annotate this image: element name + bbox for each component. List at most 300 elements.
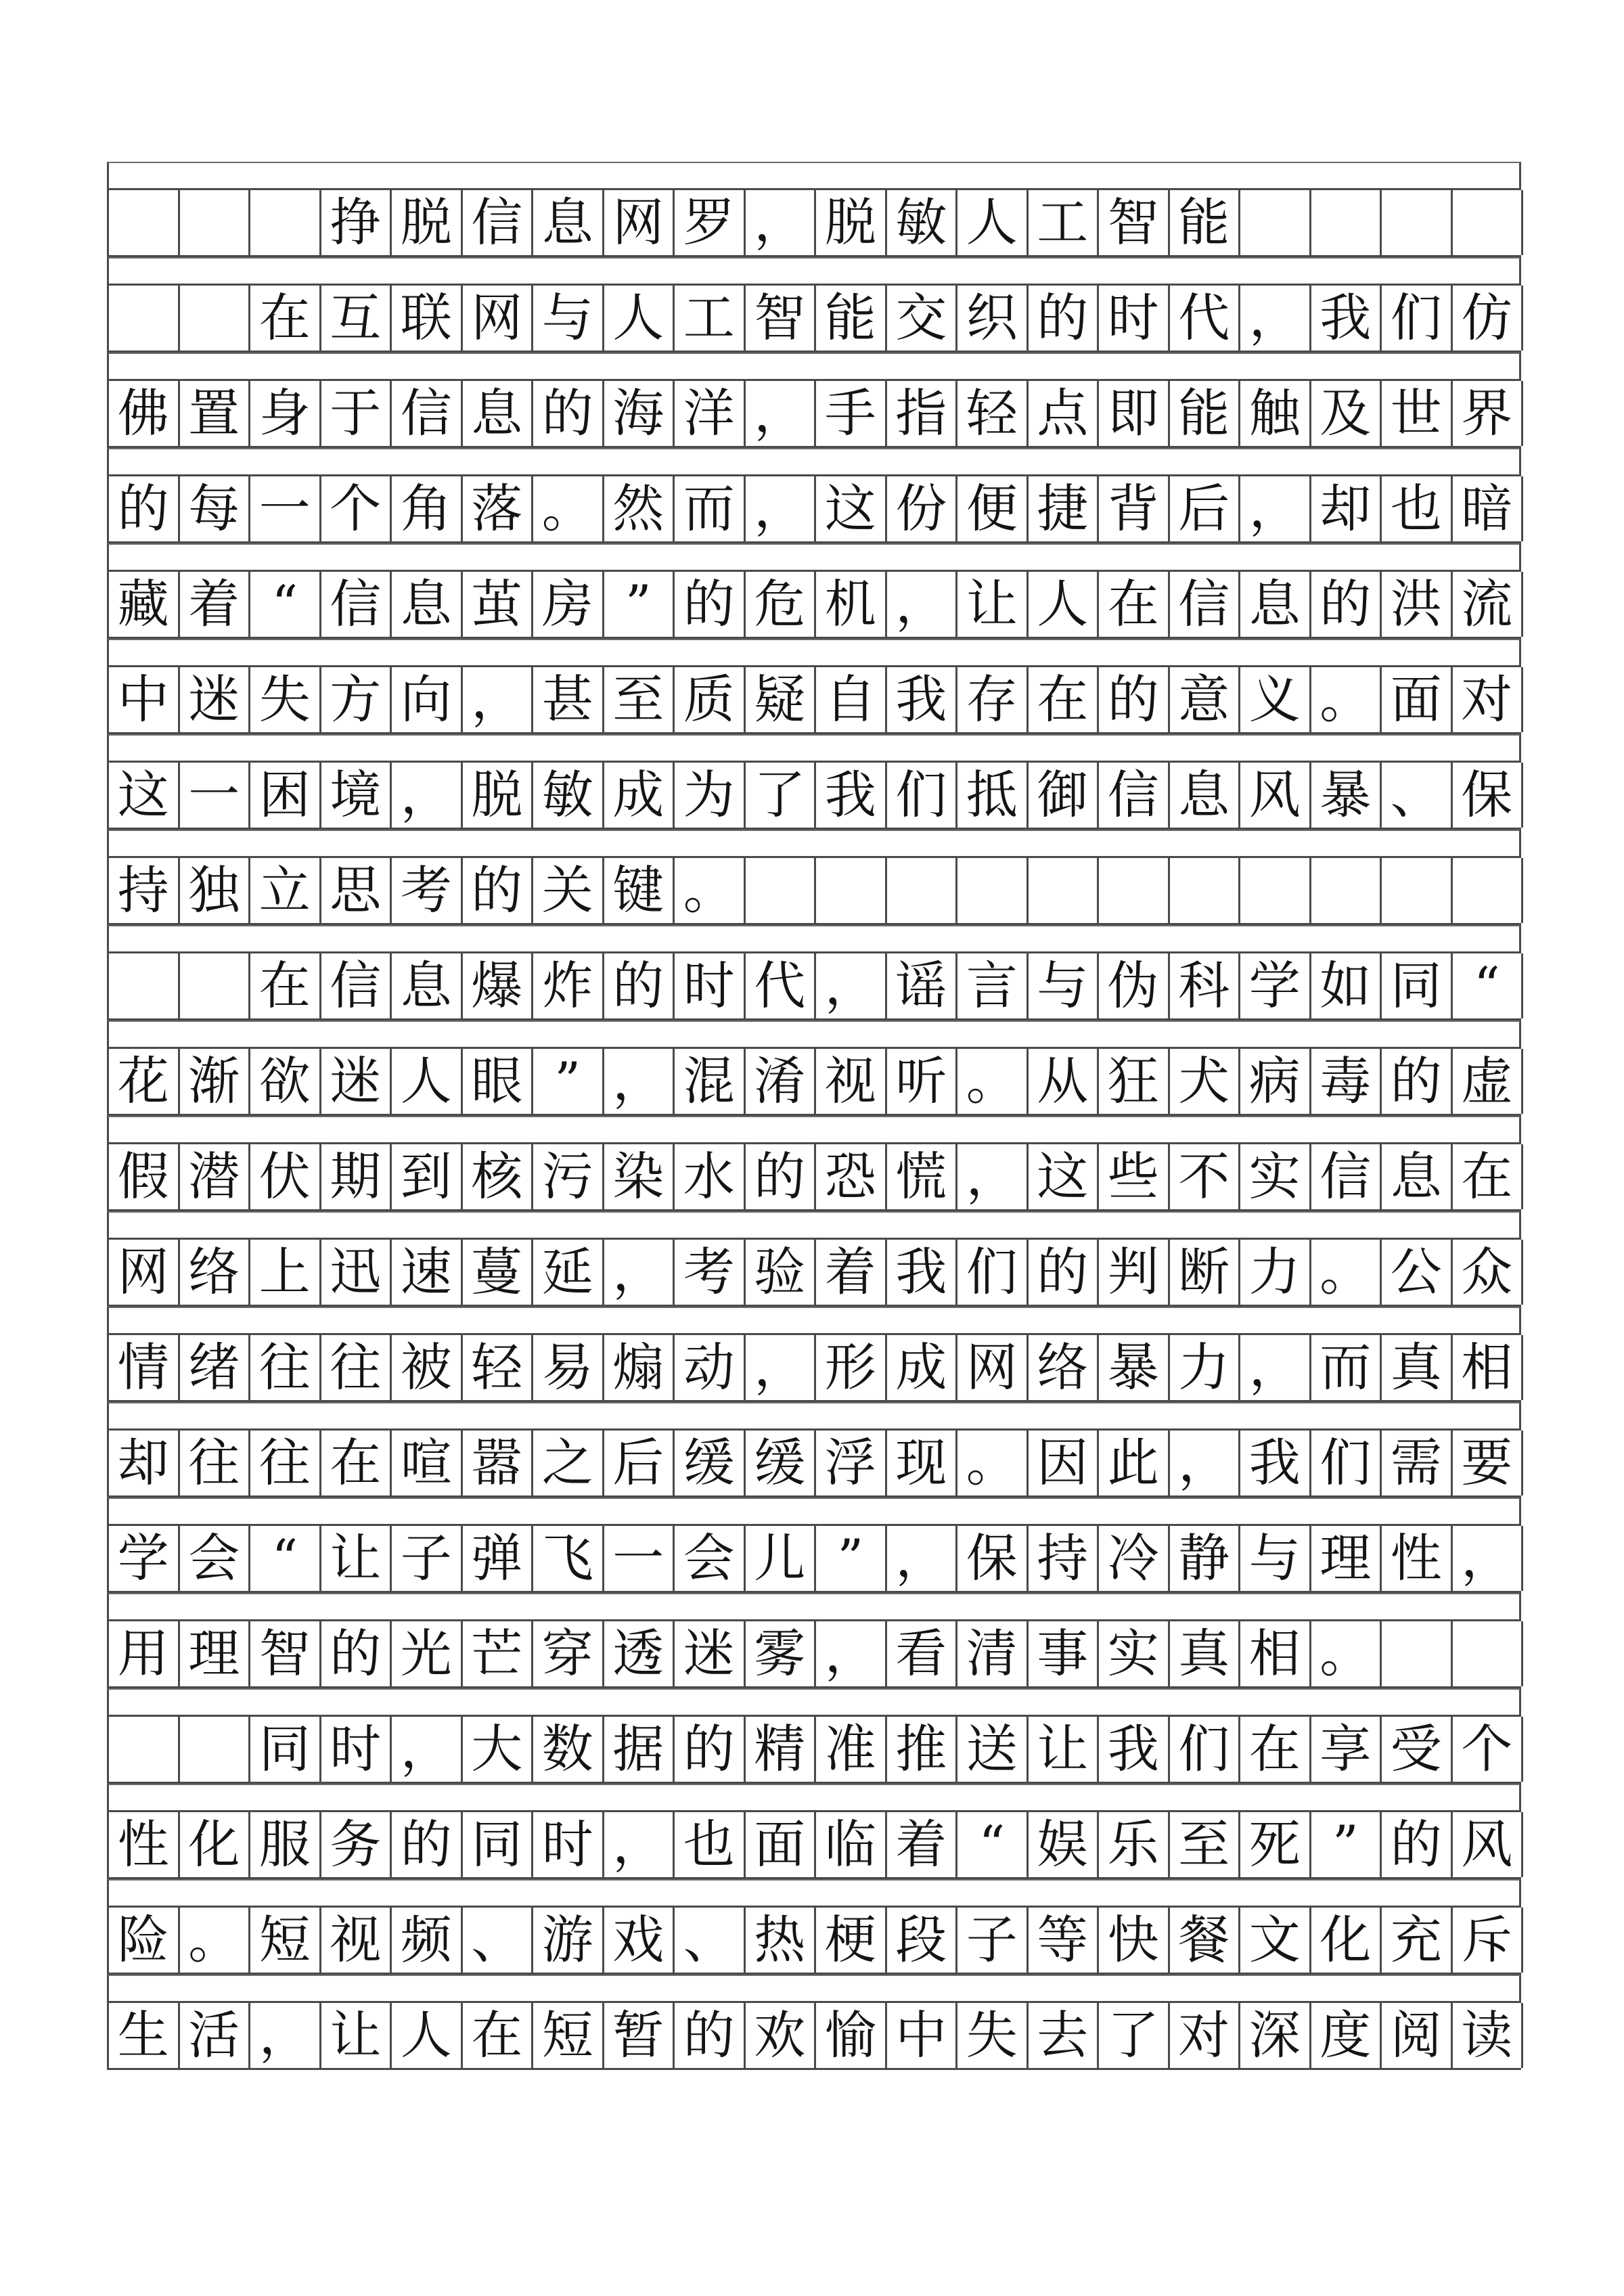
grid-cell: 毒 [1311, 1049, 1382, 1114]
grid-cell: 乐 [1099, 1812, 1170, 1877]
grid-cell: 了 [1099, 2003, 1170, 2068]
grid-cell: 后 [604, 1431, 675, 1495]
grid-cell: 暴 [1311, 763, 1382, 828]
grid-cell: 御 [1029, 763, 1100, 828]
grid-cell: 疑 [746, 667, 817, 732]
grid-cell: 暴 [1099, 1335, 1170, 1400]
grid-cell: 水 [675, 1144, 746, 1209]
grid-cell: 茧 [463, 572, 534, 637]
grid-cell: “ [1453, 953, 1524, 1018]
grid-cell: 人 [392, 1049, 463, 1114]
grid-cell: 伏 [250, 1144, 321, 1209]
grid-cell: 斥 [1453, 1908, 1524, 1973]
grid-cell: 险 [109, 1908, 180, 1973]
grid-cell: 穿 [533, 1621, 604, 1686]
grid-cell: 时 [533, 1812, 604, 1877]
grid-cell: 梗 [816, 1908, 887, 1973]
grid-cell: 背 [1099, 476, 1170, 541]
grid-cell: 暂 [604, 2003, 675, 2068]
grid-cell: 往 [250, 1431, 321, 1495]
grid-cell [746, 858, 817, 923]
grid-cell: 能 [816, 286, 887, 351]
grid-cell: 不 [1170, 1144, 1241, 1209]
grid-cell: 事 [1029, 1621, 1100, 1686]
grid-cell: 轻 [463, 1335, 534, 1400]
grid-cell: 时 [1099, 286, 1170, 351]
grid-cell: 雾 [746, 1621, 817, 1686]
grid-cell: 在 [321, 1431, 392, 1495]
grid-cell: 我 [816, 763, 887, 828]
grid-cell: 也 [1382, 476, 1453, 541]
grid-cell [180, 286, 251, 351]
grid-cell: 。 [533, 476, 604, 541]
row-spacer [107, 1020, 1521, 1047]
text-row [107, 1524, 1521, 1593]
grid-cell: 数 [533, 1717, 604, 1782]
grid-cell: 性 [1382, 1526, 1453, 1591]
grid-cell: 面 [746, 1812, 817, 1877]
grid-cell: 成 [887, 1335, 958, 1400]
grid-cell: 快 [1099, 1908, 1170, 1973]
grid-cell: 会 [675, 1526, 746, 1591]
grid-cell: 游 [533, 1908, 604, 1973]
grid-cell: 对 [1453, 667, 1524, 732]
grid-cell: 如 [1311, 953, 1382, 1018]
grid-cell: 学 [1240, 953, 1311, 1018]
grid-cell: 实 [1240, 1144, 1311, 1209]
grid-cell: 们 [1311, 1431, 1382, 1495]
grid-cell: 假 [109, 1144, 180, 1209]
grid-cell: 短 [250, 1908, 321, 1973]
grid-cell: 便 [957, 476, 1029, 541]
grid-cell: 信 [463, 190, 534, 255]
grid-cell: 化 [180, 1812, 251, 1877]
grid-cell: ， [250, 2003, 321, 2068]
grid-cell: 时 [321, 1717, 392, 1782]
grid-cell: 静 [1170, 1526, 1241, 1591]
grid-cell: 考 [392, 858, 463, 923]
grid-cell: 芒 [463, 1621, 534, 1686]
grid-cell: 冷 [1099, 1526, 1170, 1591]
grid-cell: 迅 [321, 1240, 392, 1305]
grid-cell: 同 [250, 1717, 321, 1782]
grid-cell: 蔓 [463, 1240, 534, 1305]
grid-cell: 往 [321, 1335, 392, 1400]
grid-cell: 的 [392, 1812, 463, 1877]
grid-cell: 理 [1311, 1526, 1382, 1591]
grid-cell: 至 [1170, 1812, 1241, 1877]
grid-cell: 临 [816, 1812, 887, 1877]
grid-cell: 智 [250, 1621, 321, 1686]
grid-cell: 敏 [887, 190, 958, 255]
grid-cell: 让 [1029, 1717, 1100, 1782]
grid-cell: 也 [675, 1812, 746, 1877]
row-spacer [107, 1879, 1521, 1906]
grid-cell: 网 [109, 1240, 180, 1305]
grid-cell: 情 [109, 1335, 180, 1400]
grid-cell: 立 [250, 858, 321, 923]
grid-cell: 轻 [957, 381, 1029, 446]
grid-cell: 交 [887, 286, 958, 351]
grid-cell: 络 [180, 1240, 251, 1305]
grid-cell: ， [463, 667, 534, 732]
grid-cell: 们 [957, 1240, 1029, 1305]
row-spacer [107, 353, 1521, 379]
grid-cell: 一 [250, 476, 321, 541]
grid-cell: 欲 [250, 1049, 321, 1114]
grid-cell: 力 [1170, 1335, 1241, 1400]
grid-cell: 而 [675, 476, 746, 541]
grid-cell: ， [1453, 1526, 1524, 1591]
grid-cell: 暗 [1453, 476, 1524, 541]
grid-cell: 我 [1099, 1717, 1170, 1782]
grid-cell: “ [957, 1812, 1029, 1877]
grid-cell: ， [1170, 1431, 1241, 1495]
grid-cell: 狂 [1099, 1049, 1170, 1114]
grid-cell: 缓 [746, 1431, 817, 1495]
grid-cell: 迷 [180, 667, 251, 732]
grid-cell: 的 [463, 858, 534, 923]
grid-cell: 。 [957, 1431, 1029, 1495]
grid-cell: 智 [746, 286, 817, 351]
grid-cell: 能 [1170, 190, 1241, 255]
grid-cell: 花 [109, 1049, 180, 1114]
grid-cell: 及 [1311, 381, 1382, 446]
grid-cell: 中 [887, 2003, 958, 2068]
grid-cell [1099, 858, 1170, 923]
grid-cell: 而 [1311, 1335, 1382, 1400]
grid-cell: 速 [392, 1240, 463, 1305]
grid-cell: ， [392, 1717, 463, 1782]
grid-cell: 我 [1240, 1431, 1311, 1495]
grid-cell: 娱 [1029, 1812, 1100, 1877]
grid-cell: 抵 [957, 763, 1029, 828]
grid-cell: ， [816, 953, 887, 1018]
grid-cell [180, 953, 251, 1018]
text-row [107, 1238, 1521, 1307]
grid-cell: 光 [392, 1621, 463, 1686]
grid-cell: 验 [746, 1240, 817, 1305]
grid-cell: 面 [1382, 667, 1453, 732]
grid-cell: 在 [1099, 572, 1170, 637]
grid-cell [109, 286, 180, 351]
grid-cell: 人 [957, 190, 1029, 255]
grid-cell: 中 [109, 667, 180, 732]
grid-cell: 力 [1240, 1240, 1311, 1305]
grid-cell: 们 [1382, 286, 1453, 351]
row-spacer [107, 543, 1521, 570]
grid-cell [1382, 1621, 1453, 1686]
grid-cell: 务 [321, 1812, 392, 1877]
grid-cell: 子 [392, 1526, 463, 1591]
grid-cell: 染 [604, 1144, 675, 1209]
grid-cell: ， [1240, 286, 1311, 351]
grid-cell: 落 [463, 476, 534, 541]
grid-cell: 的 [675, 572, 746, 637]
grid-cell: 世 [1382, 381, 1453, 446]
grid-cell: 仿 [1453, 286, 1524, 351]
grid-cell: 喧 [392, 1431, 463, 1495]
grid-cell: 点 [1029, 381, 1100, 446]
grid-cell: 理 [180, 1621, 251, 1686]
grid-cell: 期 [321, 1144, 392, 1209]
grid-cell: 的 [533, 381, 604, 446]
grid-cell: 眼 [463, 1049, 534, 1114]
grid-cell: 之 [533, 1431, 604, 1495]
grid-cell: 飞 [533, 1526, 604, 1591]
grid-cell: 的 [746, 1144, 817, 1209]
row-spacer [107, 734, 1521, 761]
grid-cell: 脱 [392, 190, 463, 255]
grid-cell: 的 [109, 476, 180, 541]
grid-cell: 角 [392, 476, 463, 541]
grid-cell: 信 [392, 381, 463, 446]
grid-cell: 时 [675, 953, 746, 1018]
grid-cell: 藏 [109, 572, 180, 637]
grid-cell: 言 [957, 953, 1029, 1018]
grid-cell: 在 [1240, 1717, 1311, 1782]
grid-cell: 信 [1311, 1144, 1382, 1209]
grid-cell: 织 [957, 286, 1029, 351]
grid-cell: 于 [321, 381, 392, 446]
grid-cell [1453, 190, 1524, 255]
grid-cell: 淆 [746, 1049, 817, 1114]
row-spacer [107, 1402, 1521, 1428]
grid-cell: 服 [250, 1812, 321, 1877]
grid-cell: 性 [109, 1812, 180, 1877]
row-spacer [107, 1211, 1521, 1238]
grid-cell: 息 [392, 572, 463, 637]
grid-cell: 混 [675, 1049, 746, 1114]
grid-cell: ， [957, 1144, 1029, 1209]
row-spacer [107, 925, 1521, 951]
grid-cell: 手 [816, 381, 887, 446]
grid-cell: 们 [887, 763, 958, 828]
grid-cell [1240, 190, 1311, 255]
grid-cell: 犬 [1170, 1049, 1241, 1114]
grid-cell: 人 [392, 2003, 463, 2068]
grid-cell [109, 190, 180, 255]
grid-cell: 到 [392, 1144, 463, 1209]
grid-cell: 愉 [816, 2003, 887, 2068]
grid-cell: 受 [1382, 1717, 1453, 1782]
grid-cell: 风 [1240, 763, 1311, 828]
grid-cell: 的 [675, 1717, 746, 1782]
grid-cell: 往 [180, 1431, 251, 1495]
grid-cell: 热 [746, 1908, 817, 1973]
grid-cell: 阅 [1382, 2003, 1453, 2068]
grid-cell: 活 [180, 2003, 251, 2068]
grid-cell: 需 [1382, 1431, 1453, 1495]
grid-cell: 们 [1170, 1717, 1241, 1782]
grid-cell: 为 [675, 763, 746, 828]
grid-cell: 互 [321, 286, 392, 351]
grid-cell: 戏 [604, 1908, 675, 1973]
text-row [107, 379, 1521, 448]
text-row [107, 2001, 1521, 2070]
grid-cell: 对 [1170, 2003, 1241, 2068]
grid-cell: 餐 [1170, 1908, 1241, 1973]
text-row [107, 665, 1521, 734]
grid-cell: 动 [675, 1335, 746, 1400]
grid-cell: 自 [816, 667, 887, 732]
grid-cell: 着 [887, 1812, 958, 1877]
grid-cell: 虚 [1453, 1049, 1524, 1114]
grid-cell: 断 [1170, 1240, 1241, 1305]
grid-cell: 迷 [675, 1621, 746, 1686]
grid-cell: 却 [1311, 476, 1382, 541]
grid-cell: 意 [1170, 667, 1241, 732]
text-row [107, 284, 1521, 353]
grid-cell: 、 [463, 1908, 534, 1973]
grid-cell: 危 [746, 572, 817, 637]
grid-cell: 用 [109, 1621, 180, 1686]
grid-cell: 恐 [816, 1144, 887, 1209]
grid-cell: 脱 [816, 190, 887, 255]
grid-cell: 、 [1382, 763, 1453, 828]
grid-cell: 佛 [109, 381, 180, 446]
grid-cell: 等 [1029, 1908, 1100, 1973]
grid-cell: 精 [746, 1717, 817, 1782]
grid-cell: 。 [180, 1908, 251, 1973]
row-spacer [107, 1307, 1521, 1333]
grid-cell: 慌 [887, 1144, 958, 1209]
grid-cell: 一 [604, 1526, 675, 1591]
grid-cell: 同 [1382, 953, 1453, 1018]
grid-cell: ， [746, 190, 817, 255]
grid-cell: 与 [533, 286, 604, 351]
grid-cell: 绪 [180, 1335, 251, 1400]
grid-cell: 工 [1029, 190, 1100, 255]
grid-cell: 公 [1382, 1240, 1453, 1305]
grid-cell: 络 [1029, 1335, 1100, 1400]
grid-cell: 智 [1099, 190, 1170, 255]
grid-cell: 敏 [533, 763, 604, 828]
text-row [107, 474, 1521, 543]
grid-cell: “ [250, 572, 321, 637]
grid-cell: 义 [1240, 667, 1311, 732]
grid-cell: 至 [604, 667, 675, 732]
grid-cell: 被 [392, 1335, 463, 1400]
row-spacer [107, 1975, 1521, 2001]
grid-cell: 炸 [533, 953, 604, 1018]
grid-cell: 方 [321, 667, 392, 732]
grid-cell: 份 [887, 476, 958, 541]
grid-cell: 困 [250, 763, 321, 828]
grid-cell: 甚 [533, 667, 604, 732]
grid-cell: 判 [1099, 1240, 1170, 1305]
grid-cell: 独 [180, 858, 251, 923]
grid-cell: 现 [887, 1431, 958, 1495]
grid-cell: 让 [321, 1526, 392, 1591]
grid-cell: 着 [180, 572, 251, 637]
grid-cell: 息 [392, 953, 463, 1018]
grid-cell: 爆 [463, 953, 534, 1018]
grid-cell: 信 [1099, 763, 1170, 828]
grid-cell: 看 [887, 1621, 958, 1686]
grid-cell: 。 [1311, 1240, 1382, 1305]
grid-cell: 的 [1311, 572, 1382, 637]
grid-cell: 真 [1170, 1621, 1241, 1686]
row-spacer [107, 162, 1521, 188]
grid-cell: 代 [746, 953, 817, 1018]
grid-cell: 界 [1453, 381, 1524, 446]
grid-cell: 从 [1029, 1049, 1100, 1114]
grid-cell: 科 [1170, 953, 1241, 1018]
grid-cell: 。 [675, 858, 746, 923]
grid-cell: 考 [675, 1240, 746, 1305]
grid-cell: ， [887, 1526, 958, 1591]
grid-cell: 读 [1453, 2003, 1524, 2068]
text-row [107, 1142, 1521, 1211]
grid-cell: 后 [1170, 476, 1241, 541]
row-spacer [107, 1784, 1521, 1810]
grid-cell: 在 [250, 953, 321, 1018]
grid-cell: 网 [604, 190, 675, 255]
grid-cell [1382, 190, 1453, 255]
grid-cell: 谣 [887, 953, 958, 1018]
grid-cell: 持 [1029, 1526, 1100, 1591]
grid-cell: ， [392, 763, 463, 828]
grid-cell: 息 [463, 381, 534, 446]
grid-cell: 息 [1382, 1144, 1453, 1209]
grid-cell: ” [604, 572, 675, 637]
text-row [107, 1428, 1521, 1498]
grid-cell: 保 [957, 1526, 1029, 1591]
grid-cell: 置 [180, 381, 251, 446]
grid-cell: 度 [1311, 2003, 1382, 2068]
grid-cell: 一 [180, 763, 251, 828]
grid-cell: 与 [1240, 1526, 1311, 1591]
grid-cell: 学 [109, 1526, 180, 1591]
grid-cell: 透 [604, 1621, 675, 1686]
grid-cell: 推 [887, 1717, 958, 1782]
grid-cell: ， [604, 1049, 675, 1114]
grid-cell: 、 [675, 1908, 746, 1973]
grid-cell: 形 [816, 1335, 887, 1400]
grid-cell: 捷 [1029, 476, 1100, 541]
grid-cell: 在 [463, 2003, 534, 2068]
grid-cell: 息 [1240, 572, 1311, 637]
grid-cell: 身 [250, 381, 321, 446]
grid-cell: 让 [957, 572, 1029, 637]
grid-cell: 海 [604, 381, 675, 446]
grid-cell: ， [604, 1240, 675, 1305]
grid-cell: 的 [1099, 667, 1170, 732]
grid-cell: 工 [675, 286, 746, 351]
grid-cell: 每 [180, 476, 251, 541]
title-row [107, 188, 1521, 257]
grid-cell: 息 [1170, 763, 1241, 828]
grid-cell: 失 [250, 667, 321, 732]
grid-cell: 息 [533, 190, 604, 255]
grid-cell: 我 [887, 667, 958, 732]
grid-cell: 相 [1240, 1621, 1311, 1686]
grid-cell [1029, 858, 1100, 923]
grid-cell: 弹 [463, 1526, 534, 1591]
grid-cell: 段 [887, 1908, 958, 1973]
grid-cell [957, 858, 1029, 923]
grid-cell: 却 [109, 1431, 180, 1495]
grid-cell: 病 [1240, 1049, 1311, 1114]
grid-cell: ， [746, 476, 817, 541]
grid-cell: 此 [1099, 1431, 1170, 1495]
grid-cell: 延 [533, 1240, 604, 1305]
row-spacer [107, 448, 1521, 474]
grid-cell: 实 [1099, 1621, 1170, 1686]
grid-cell: 存 [957, 667, 1029, 732]
text-row [107, 1619, 1521, 1688]
